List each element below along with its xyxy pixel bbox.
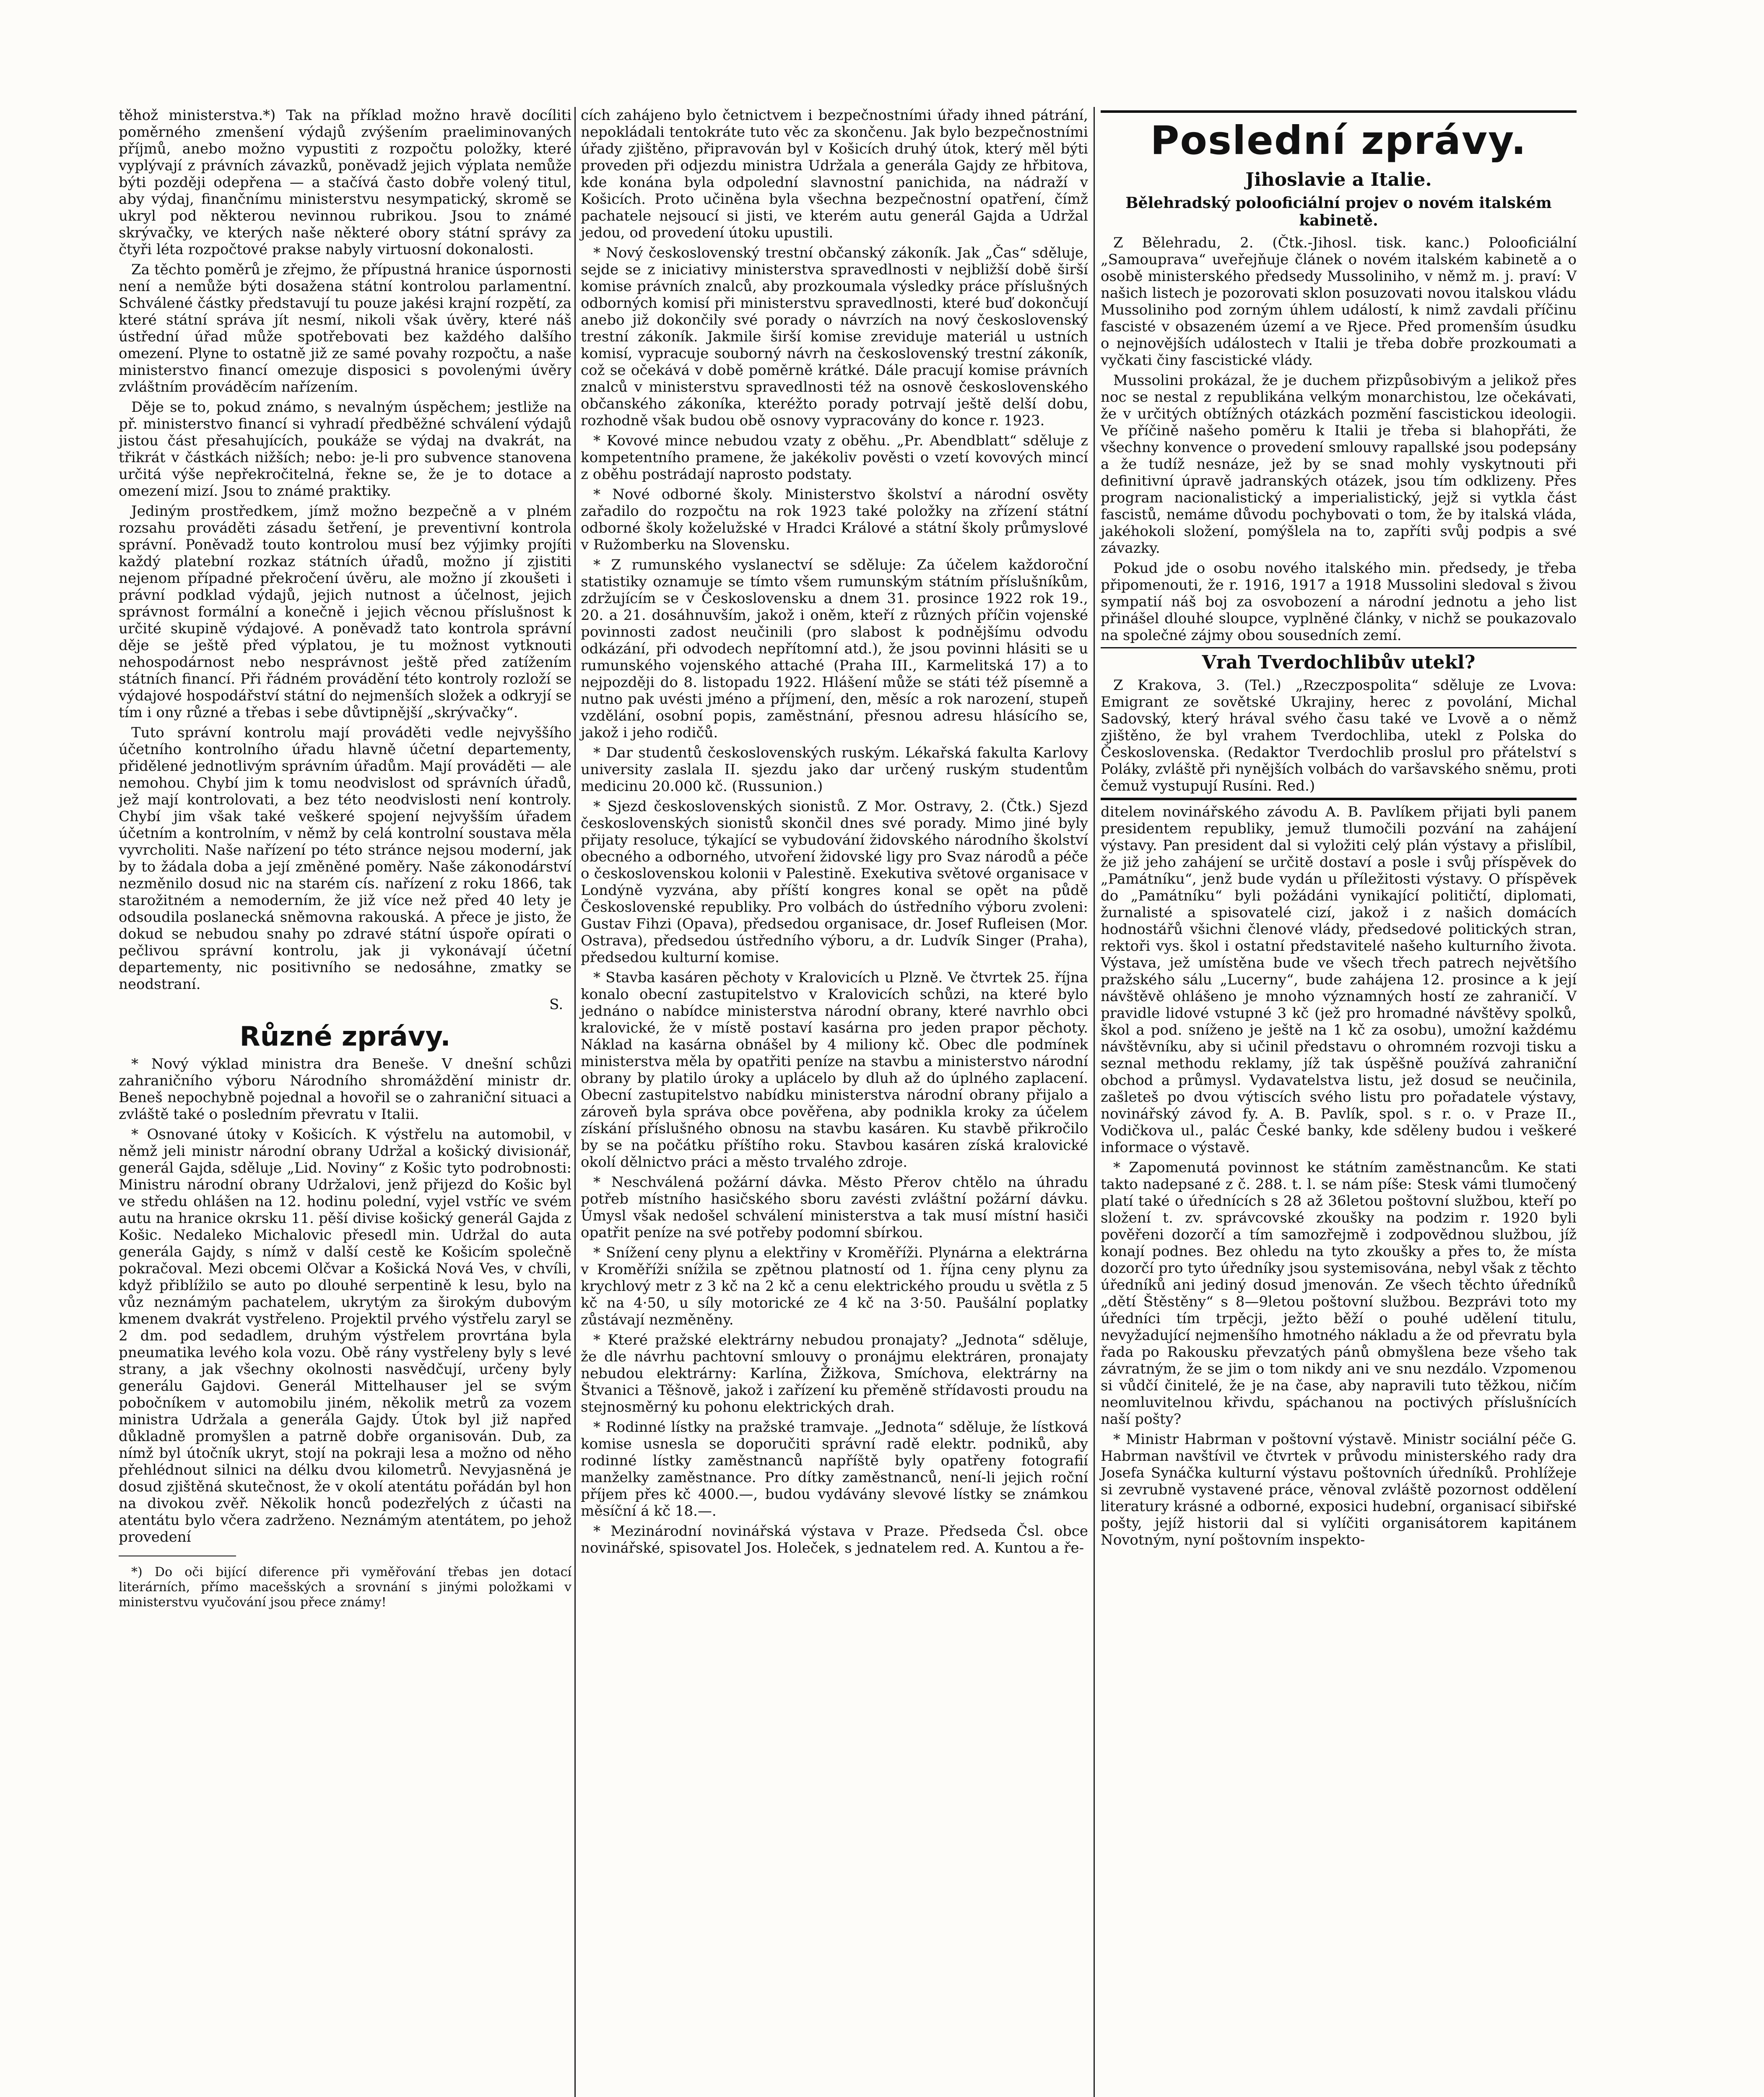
news-item: * Nový výklad ministra dra Beneše. V dnešní schůzi zahraničního výboru Národního shromáždění ministr dr. Beneš nepochybně pojednal a hovořil se o zahraniční situaci a zvláště také o posledním převratu v Italii. [119, 1056, 572, 1123]
column-divider-1 [574, 107, 576, 2097]
paragraph: ditelem novinářského závodu A. B. Pavlíkem přijati byli panem presidentem republiky, jemuž tlumočili pozvání na zahájení výstavy. Pan president dal si vyložiti celý plán výstavy a přislíbil, že již jeho zahájení se určitě dostaví a posle i svůj příspěvek do „Památníku“, jenž bude vydán u příležitosti výstavy. O příspěvek do „Památníku“ byli požádáni vynikající političtí, diplomati, žurnalisté a spisovatelé cizí, jakož i z našich domácích hodnostářů všichni členové vlády, předsedové politických stran, rektoři vys. škol i ostatní představitelé našeho kulturního života. Výstava, jež umístěna bude ve všech třech patrech největšího pražského sálu „Lucerny“, bude zahájena 12. prosince a k její návštěvě ohlášeno je mnoho významných hostí ze zahraničí. V pravidle lidové vstupné 3 kč (jež pro hromadné návštěvy spolků, škol a pod. sníženo je ještě na 1 kč za osobu), umožní každému návštěvníku, aby si učinil představu o ohromném rozvoji tisku a seznal methodu reklamy, jíž tak úspěšně používá zahraniční obchod a průmysl. Vydavatelstva listu, jež dosud se neučinila, zašleteš po dvou výtiscích svého listu pro pořadatele výstavy, novinářský závod fy. A. B. Pavlík, spol. s r. o. v Praze II., Vodičkova ul., palác České banky, kde sděleny budou i veškeré informace o výstavě. [1101, 804, 1577, 1156]
latest-news-heading: Poslední zprávy. [1150, 118, 1527, 164]
paragraph: Tuto správní kontrolu mají prováděti vedle nejvyššího účetního kontrolního úřadu hlavně účetní departementy, přidělené jednotlivým správním úřadům. Mají prováděti — ale nemohou. Chybí jim k tomu neodvislost od správních úřadů, jež mají kontrolovati, a bez této neodvislosti není kontroly. Chybí jim však také veškeré spojení nejvyšším úřadem účetním a kontrolním, v němž by celá kontrolní soustava měla vyvrcholiti. Naše nařízení po této stránce nejsou moderní, jak by to žádala doba a její změněné poměry. Naše zákonodárství nezměnilo dosud nic na starém cís. nařízení z roku 1866, tak starožitném a nemoderním, že již více než před 40 lety je odsoudila poslanecká sněmovna rakouská. A přece je jisto, že dokud se nebudou snahy po zdravé státní úspoře opírati o pečlivou správní kontrolu, jak ji vykonávají účetní departementy, nic positivního se nedosáhne, zmatky se neodstraní. [119, 724, 572, 993]
paragraph: Z Bělehradu, 2. (Čtk.-Jihosl. tisk. kanc.) Polooficiální „Samouprava“ uveřejňuje článek o novém italském kabinetě a o osobě ministerského předsedy Mussoliniho, v němž m. j. praví: V našich listech je pozorovati sklon posuzovati novou italskou vládu Mussoliniho pod zorným úhlem událostí, k nimž zavdali příčinu fascisté v obsazeném území a ve Rjece. Před promenším úsudku o nejnovějších událostech v Italii je třeba dobře prozkoumati a vyčkati činy fascistické vlády. [1101, 234, 1577, 369]
news-item: * Rodinné lístky na pražské tramvaje. „Jednota“ sděluje, že lístková komise usnesla se doporučiti správní radě elektr. podniků, aby rodinné lístky zaměstnanců napříště byly opatřeny fotografií manželky zaměstnance. Pro dítky zaměstnanců, není-li jejich roční příjem přes kč 4000.—, budou vydávány slevové lístky se známkou měsíční á kč 18.—. [581, 1419, 1088, 1519]
news-item: * Neschválená požární dávka. Město Přerov chtělo na úhradu potřeb místního hasičského sboru zavésti zvláštní požární dávku. Úmysl však nedošel schválení ministerstva a tak musí místní hasiči opatřit peníze na své potřeby podomní sbírkou. [581, 1174, 1088, 1241]
news-item: * Mezinárodní novinářská výstava v Praze. Předseda Čsl. obce novinářské, spisovatel Jos. Holeček, s jednatelem red. A. Kuntou a ře- [581, 1523, 1088, 1556]
article-signature: S. [549, 996, 563, 1013]
news-item: * Stavba kasáren pěchoty v Kralovicích u Plzně. Ve čtvrtek 25. října konalo obecní zastupitelstvo v Kralovicích schůzi, na které bylo jednáno o nabídce ministerstva národní obrany, které navrhlo obci kralovické, že v místě postaví kasárna pro jeden prapor pěchoty. Náklad na kasárna obnášel by 4 miliony kč. Obec dle podmínek ministerstva měla by opatřiti peníze na stavbu a ministerstvo národní obrany by platilo úroky a uplácelo by dluh až do úplného zaplacení. Obecní zastupitelstvo nabídku ministerstva národní obrany přijalo a zároveň byla správa obce pověřena, aby podnikla kroky za účelem získání příslušného obnosu na stavbu kasáren. Ku stavbě přikročilo by se na počátku příštího roku. Stavbou kasáren získá kralovické okolí dělnictvo práci a město trvalého zdroje. [581, 969, 1088, 1171]
footnote: *) Do oči bijící diference při vyměřování třebas jen dotací literárních, přímo macešských a srovnání s jinými položkami v ministerstvu vyučování jsou přece známy! [119, 1565, 572, 1610]
column-2 [581, 107, 1088, 1560]
column-divider-2 [1094, 107, 1095, 2097]
paragraph: Z Krakova, 3. (Tel.) „Rzeczpospolita“ sděluje ze Lvova: Emigrant ze sovětské Ukrajiny, herec z povolání, Michal Sadovský, který hrával svého času také ve Lvově a o němž zjištěno, že byl vrahem Tverdochliba, utekl z Polska do Československa. (Redaktor Tverdochlib proslul pro přátelství s Poláky, zvláště při nynějších volbách do varšavského sněmu, proti čemuž vystupují Rusíni. Red.) [1101, 677, 1577, 794]
news-item: * Snížení ceny plynu a elektřiny v Kroměříži. Plynárna a elektrárna v Kroměříži snížila se zpětnou platností od 1. října ceny plynu za krychlový metr z 3 kč na 2 kč a cenu elektrického proudu u světla z 5 kč na 4·50, u síly motorické ze 4 kč na 3·50. Paušální poplatky zůstávají nezměněny. [581, 1244, 1088, 1328]
article-subtitle: Bělehradský polooficiální projev o novém italském kabinetě. [1125, 194, 1552, 229]
section-title: Různé zprávy. [239, 1021, 451, 1052]
column-1 [119, 107, 572, 1613]
paragraph: Jediným prostředkem, jímž možno bezpečně a v plném rozsahu prováděti zásadu šetření, je preventivní kontrola správní. Poněvadž touto kontrolou musí bez výjimky projíti každý platební rozkaz státních úřadů, možno jí zjistiti nejenom případné překročení úvěru, ale možno jí zkoušeti i právní podklad výdajů, jejich nutnost a účelnost, jejich správnost formální a konečně i jejich věcnou příslušnost k určité skupině výdajové. A poněvadž tato kontrola správní děje se ještě před výplatou, je tu možnost vytknouti nehospodárnost nebo nesprávnost ještě před zatížením státních financí. Při řádném provádění této kontroly rozloží se výdajové hospodářství státní do nejmenších složek a odkryjí se tím i ony různé a třebas i sebe důvtipnější „skrývačky“. [119, 503, 572, 721]
news-item: * Dar studentů československých ruským. Lékařská fakulta Karlovy university zaslala II. sjezdu jako dar určený ruským studentům medicinu 20.000 kč. (Russunion.) [581, 744, 1088, 795]
news-item: * Nové odborné školy. Ministerstvo školství a národní osvěty zařadilo do rozpočtu na rok 1923 také položky na zřízení státní odborné školy koželužské v Hradci Králové a státní školy průmyslové v Ružomberku na Slovensku. [581, 486, 1088, 553]
section-rule [1101, 798, 1577, 800]
news-item: * Osnované útoky v Košicích. K výstřelu na automobil, v němž jeli ministr národní obrany Udržal a košický divisionář, generál Gajda, sděluje „Lid. Noviny“ z Košic tyto podrobnosti: Ministru národní obrany Udržalovi, jenž přijezd do Košic byl ve středu ohlášen na 12. hodinu polední, vyjel vstříc ve svém autu na hranice okrsku 11. pěší divise košický generál Gajda z Košic. Nedaleko Michalovic přesedl min. Udržal do auta generála Gajdy, s nímž v další cestě ke Košicím společně pokračoval. Mezi obcemi Olčvar a Košická Nová Ves, v chvíli, když přiblížilo se auto po dlouhé serpentině k lesu, bylo na vůz neznámým pachatelem, ukrytým za širokým dubovým kmenem dvakrát vystřeleno. Projektil prvého výstřelu zaryl se 2 dm. pod sedadlem, druhým výstřelem provrtána byla pneumatika levého kola vozu. Obě rány vystřeleny byly s levé strany, a jak všechny okolnosti nasvědčují, určeny byly generálu Gajdovi. Generál Mittelhauser jel se svým pobočníkem v automobilu jiném, několik metrů za vozem ministra Udržala a generála Gajdy. Útok byl již napřed důkladně promyšlen a patrně dobře organisován. Dub, za nímž byl útočník ukryt, stojí na pokraji lesa a možno od něho přehlédnout silnici na délku dvou kilometrů. Nevyjasněná je dosud zjištěná skutečnost, že v okolí atentátu pořádán byl hon na divokou zvěř. Několik honců podezřelých z účasti na atentátu bylo včera zadrženo. Neznámým atentátem, po jehož provedení [119, 1126, 572, 1545]
paragraph: těhož ministerstva.*) Tak na příklad možno hravě docíliti poměrného zmenšení výdajů zvýšením praeliminovaných příjmů, anebo možno vypustiti z rozpočtu položky, které vyplývají z právních závazků, poněvadž jejich výplata nemůže býti později odepřena — a stačívá často dobře volený titul, aby výdaj, finančnímu ministerstvu nesympatický, skromě se ukryl pod některou nevinnou rubrikou. Jsou to známé skrývačky, ve kterých naše některé obory státní správy za čtyři léta rozpočtové prakse nabyly virtuosní dokonalosti. [119, 107, 572, 258]
paragraph: Za těchto poměrů je zřejmo, že přípustná hranice úspornosti není a nemůže býti dosažena státní kontrolou parlamentní. Schválené částky představují tu pouze jakési krajní rozpětí, za které státní správa jít nesmí, nikoli však úvěry, které náš ústřední úřad může spotřebovati bez každého dalšího omezení. Plyne to ostatně již ze samé povahy rozpočtu, a naše ministerstvo financí omezuje disposici s povolenými úvěry zvláštním prováděcím nařízením. [119, 261, 572, 395]
article-title: Vrah Tverdochlibův utekl? [1202, 652, 1476, 673]
news-item: * Zapomenutá povinnost ke státním zaměstnancům. Ke stati takto nadepsané z č. 288. t. l. se nám píše: Stesk vámi tlumočený platí také o úřednících s 28 až 36letou poštovní službou, kteří po složení t. zv. správcovské zkoušky na podzim r. 1920 byli pověřeni dozorčí a tím samozřejmě i zodpovědnou službou, jíž konají podnes. Bez ohledu na tyto zkoušky a přes to, že místa dozorčí pro tyto úředníky jsou systemisována, nebyl však z těchto úředníků ani jediný dosud jmenován. Ze všech těchto úředníků „dětí Štěstěny“ s 8—9letou poštovní službou. Bezprávi toto my úředníci tím trpěcji, ježto běží o pouhé udělení titulu, nevyžadující nejmenšího hmotného nákladu a že od převratu byla řada po Rakousku převzatých pánů obmyšlena beze všeho tak závratným, že se jim o tom nikdy ani ve snu nezdálo. Vzpomenou si vůdčí činitelé, že je na čase, aby napravili tuto těžkou, ničím neomluvitelnou křivdu, spáchanou na poctivých příslušnících naší pošty? [1101, 1159, 1577, 1428]
news-item: * Nový československý trestní občanský zákoník. Jak „Čas“ sděluje, sejde se z iniciativy ministerstva spravedlnosti v nejbližší době širší komise právních znalců, aby prozkoumala výsledky práce příslušných odborných komisí při ministerstvu spravedlnosti, které buď dokončují anebo již dokončily své porady o návrzích na nový československý trestní zákoník. Jakmile širší komise zreviduje materiál u ustních komisí, vypracuje souborný návrh na československý trestní zákoník, což se očekává v době poměrně krátké. Dále pracují komise právních znalců v ministerstvu spravedlnosti též na osnově československého občanského zákoníka, kteréžto porady potrvají ještě delší dobu, rozhodně však budou obě osnovy vypracovány do konce r. 1923. [581, 245, 1088, 429]
news-item: * Které pražské elektrárny nebudou pronajaty? „Jednota“ sděluje, že dle návrhu pachtovní smlouvy o pronájmu elektráren, pronajaty nebudou elektrárny: Karlína, Žižkova, Smíchova, elektrárny na Štvanici a Těšnově, jakož i zařízení ku přeměně střídavosti proudu na stejnosměrný ku pohonu elektrických drah. [581, 1332, 1088, 1415]
column-3 [1101, 107, 1577, 1552]
paragraph: cích zahájeno bylo četnictvem i bezpečnostními úřady ihned pátrání, nepokládali tentokráte tuto věc za skončenu. Jak bylo bezpečnostními úřady zjištěno, připravován byl v Košicích druhý útok, který měl býti proveden při odjezdu ministra Udržala a generála Gajdy ze hřbitova, kde konána byla odpolední slavnostní panichida, na nádraží v Košicích. Proto učiněna byla všechna bezpečnostní opatření, čímž pachatele nejsoucí si jisti, ve kterém autu generál Gajda a Udržal jedou, od provedení útoku upustili. [581, 107, 1088, 241]
paragraph: Mussolini prokázal, že je duchem přizpůsobivým a jelikož přes noc se nestal z republikána velkým monarchistou, lze očekávati, že v určitých obtížných otázkách pozmění fascistickou ideologii. Ve příčině našeho poměru k Italii je třeba si blahopřáti, že všechny konvence o provedení smlouvy rapallské jsou podepsány a že tudíž nesnáze, jež by se snad mohly vyskytnouti při definitivní úpravě jadranských otázek, jsou tím odklizeny. Přes program nacionalistický a imperialistický, jejž si vytkla část fascistů, nemáme důvodu pochybovati o tom, že by italská vláda, jakéhokoli složení, pomýšlela na to, zapříti svůj podpis a své závazky. [1101, 372, 1577, 557]
heading-rule [1101, 110, 1577, 113]
paragraph: Děje se to, pokud známo, s nevalným úspěchem; jestliže na př. ministerstvo financí si vyhradí předběžné schválení výdajů jistou část přesahujících, poukáže se výdaj na dvakrát, na třikrát v částkách nižších; nebo: je-li pro subvence stanovena určitá výše nepřekročitelná, řekne se, že je to dotace a omezení mizí. Jsou to známé praktiky. [119, 399, 572, 500]
news-item: * Ministr Habrman v poštovní výstavě. Ministr sociální péče G. Habrman navštívil ve čtvrtek v průvodu ministerského rady dra Josefa Synáčka kulturní výstavu poštovních úředníků. Prohlížeje si zevrubně vystavené práce, věnoval zvláště pozornost oddělení literatury krásné a odborné, exposici hudební, organisací sibiřské pošty, jejíž historii dal si vylíčiti organisátorem kapitánem Novotným, nyní poštovním inspekto- [1101, 1431, 1577, 1548]
news-item: * Z rumunského vyslanectví se sděluje: Za účelem každoroční statistiky oznamuje se tímto všem rumunským státním příslušníkům, zdržujícím se v Československu a dnem 31. prosince 1922 rok 19., 20. a 21. dosáhnuvším, jakož i oněm, kteří z různých příčin vojenské povinnosti zadost neučinili (pro slabost k podnějšímu odvodu odkázání, při odvodech nepřítomní atd.), že jsou povinni hlásiti se u rumunského vojenského attaché (Praha III., Karmelitská 17) a to nejpozději do 8. listopadu 1922. Hlášení může se státi též písemně a nutno pak uvésti jméno a příjmení, den, měsíc a rok narození, stupeň vzdělání, osobní popis, zaměstnání, přesnou adresu hlásícího se, jakož i jeho rodičů. [581, 557, 1088, 741]
article-title: Jihoslavie a Italie. [1245, 169, 1432, 190]
article-divider [1101, 647, 1577, 648]
news-item: * Kovové mince nebudou vzaty z oběhu. „Pr. Abendblatt“ sděluje z kompetentního pramene, že jakékoliv pověsti o vzetí kovových mincí z oběhu postrádají naprosto podstaty. [581, 432, 1088, 483]
paragraph: Pokud jde o osobu nového italského min. předsedy, je třeba připomenouti, že r. 1916, 1917 a 1918 Mussolini sledoval s živou sympatií náš boj za osvobození a národní jednotu a jeho list přinášel dlouhé sloupce, vyplněné články, v nichž se poukazovalo na společné zájmy obou sousedních zemí. [1101, 560, 1577, 644]
news-item: * Sjezd československých sionistů. Z Mor. Ostravy, 2. (Čtk.) Sjezd československých sionistů skončil dnes své porady. Mimo jiné byly přijaty resoluce, týkající se vybudování židovského národního školství obecného a odborného, utvoření židovské ligy pro Svaz národů a péče o československou kolonii v Palestině. Exekutiva světové organisace v Londýně vyzvána, aby příští kongres konal se opět na půdě Československé republiky. Pro volbách do ústředního výboru zvoleni: Gustav Fihzi (Opava), předsedou organisace, dr. Josef Rufleisen (Mor. Ostrava), předsedou ústředního výboru, a dr. Ludvík Singer (Praha), předsedou kulturní komise. [581, 798, 1088, 966]
